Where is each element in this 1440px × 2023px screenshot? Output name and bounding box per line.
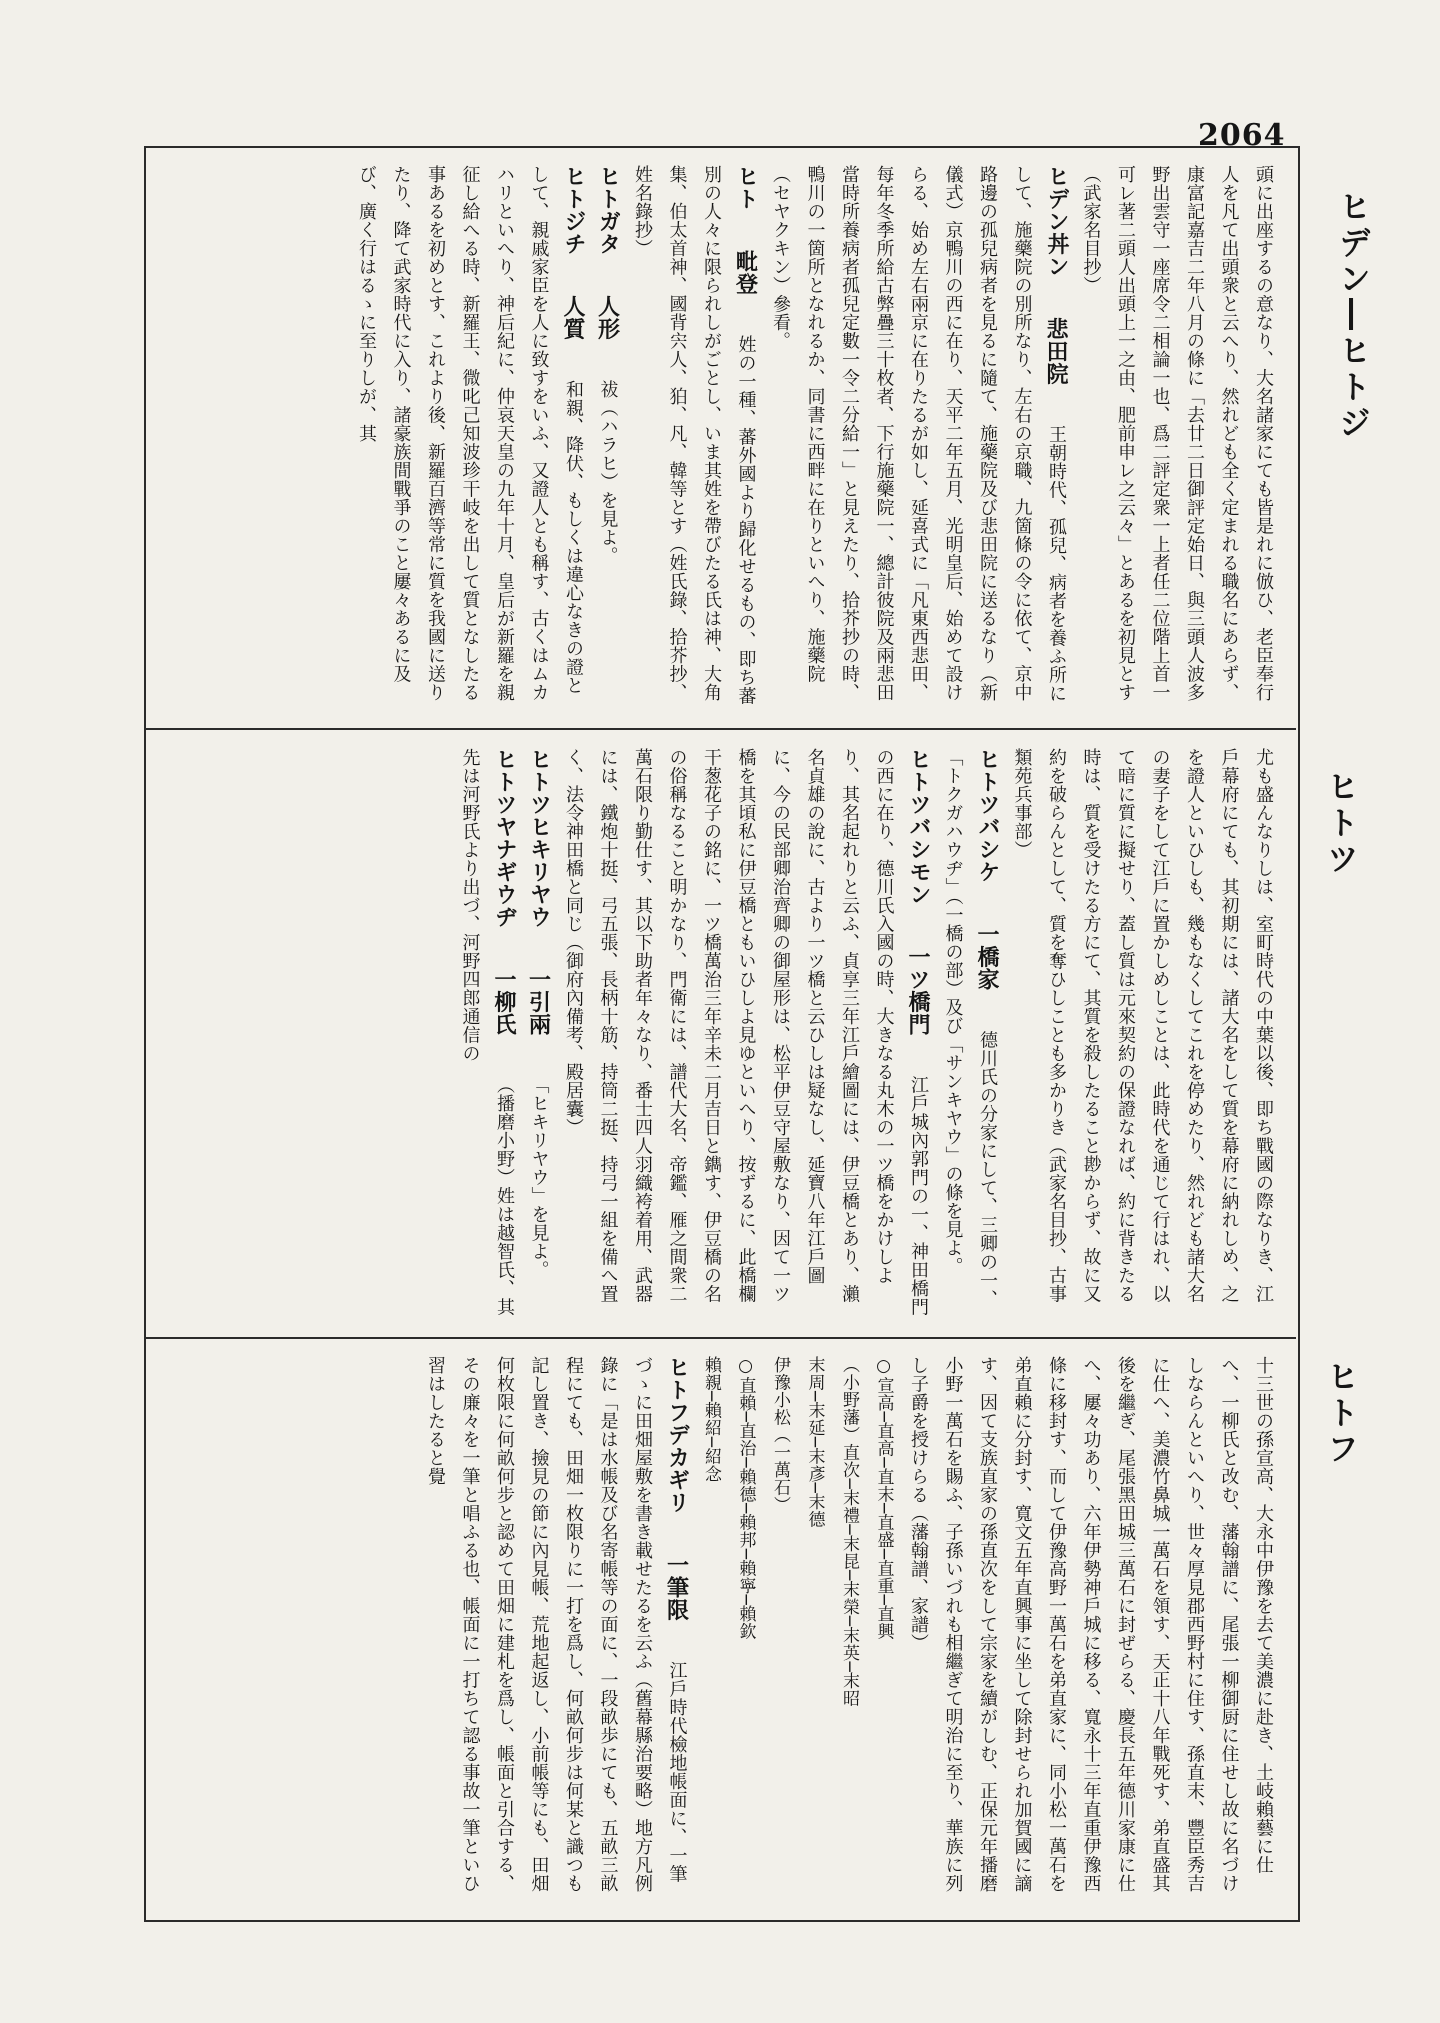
entry-text: （播磨小野）姓は越智氏、其先は河野氏より出づ、河野四郎通信の: [459, 748, 515, 1316]
entry-text: 「ヒキリヤウ」を見よ。: [528, 1075, 550, 1279]
entry-kanji: 人質: [560, 295, 586, 340]
entry-kanji: 人形: [594, 295, 621, 340]
running-head: ヒトフ: [1322, 1360, 1360, 1468]
dictionary-entry: [418, 1356, 694, 1901]
entry-text: 江戶城內郭門の一、神田橋門の西に在り、德川氏入國の時、大きなる丸木の一ツ橋をかけしより、其名起れりと云ふ、貞享三年江戶繪圖には、伊豆橋とあり、瀨名貞雄の說に、古より一ツ橋と云ひしは疑なし、延寶八年江戶圖に、今の民部卿治齊卿の御屋形は、松平伊豆守屋敷なり、因て一ツ橋を其頃私に伊豆橋ともいひしよ見ゆといへり、按ずるに、此橋欄干葱花子の銘に、一ツ橋萬治三年辛未二月吉日と鐫す、伊豆橋の名の俗稱なること明かなり、門衛には、譜代大名、帝鑑、雁之間衆二萬石限り勤仕す、其以下助者年々なり、番士四人羽織袴着用、武器には、鐵炮十挺、弓五張、長柄十筋、持筒二挺、持弓一組を備へ置く、法令神田橋と同じ（御府內備考、殿居囊）: [563, 748, 929, 1316]
entry-text: 十三世の孫宣高、大永中伊豫を去て美濃に赴き、土岐賴藝に仕へ、一柳氏と改む、藩翰譜に、尾張一柳御厨に住せし故に名づけしならんといへり、世々厚見郡西野村に住す、孫直末、豐臣秀吉に仕へ、美濃竹鼻城一萬石を領す、天正十八年戰死す、弟直盛其後を繼ぎ、尾張黑田城三萬石に封ぜらる、慶長五年德川家康に仕へ、屢々功あり、六年伊勢神戶城に移る、寬永十三年直重伊豫西條に移封す、而して伊豫高野一萬石を弟直家に、同小松一萬石を弟直賴に分封す、寬文五年直興事に坐して除封せられ加賀國に謫す、因て支族直家の孫直次をして宗家を續がしむ、正保元年播磨小野一萬石を賜ふ、子孫いづれも相繼ぎて明治に至り、華族に列し子爵を授けらる（藩翰譜、家譜）: [908, 1356, 1274, 1893]
dictionary-entry: [590, 165, 625, 710]
entry-kanji: 一ツ橋門: [905, 945, 931, 1036]
page-number: 2064: [1198, 118, 1286, 153]
genealogy-line: ○宣高─直高─直末─直盛─直重─直興: [873, 1356, 894, 1641]
genealogy-line: ○直賴─直治─賴德─賴邦─賴寧─賴欽: [735, 1356, 756, 1641]
entry-headword: ヒトツバシケ: [975, 748, 1000, 883]
dictionary-section: [160, 748, 1280, 1320]
dictionary-entry: [763, 165, 1074, 710]
entry-headword: ヒトツヒキリヤウ: [526, 748, 552, 928]
dictionary-entry: [625, 165, 763, 710]
dictionary-section: [160, 165, 1280, 710]
dictionary-entry: [935, 748, 1004, 1320]
dictionary-entry: [452, 748, 521, 1320]
dictionary-entry: [556, 748, 936, 1320]
genealogy-line: 末周─末延─末彥─末德: [804, 1356, 825, 1529]
entry-headword: ヒトガタ: [595, 165, 621, 255]
running-head: ヒトツ: [1322, 770, 1360, 878]
genealogy-line: （小野藩）直次─末禮─末昆─末榮─末英─末昭: [839, 1356, 859, 1708]
entry-text: 頭に出座するの意なり、大名諸家にても皆是れに倣ひ、老臣奉行人を凡て出頭衆と云へり、然れども全く定まれる職名にあらず、康富記嘉吉二年八月の條に「去廿二日御評定始日、與三頭人波多野出雲守一座席令二相論一也、爲二評定衆一上者任二位階上首一可レ著二頭人出頭上一之由、肥前申レ之云々」とあるを初見とす（武家名目抄）: [1080, 165, 1274, 702]
entry-kanji: 悲田院: [1043, 317, 1069, 385]
dictionary-entry: [349, 165, 591, 710]
entry-headword: ヒトツヤナギウヂ: [492, 748, 517, 928]
section-divider: [144, 728, 1296, 730]
dictionary-entry: [521, 748, 556, 1320]
dictionary-section: [160, 1356, 1280, 1901]
entry-text: 江戶時代檢地帳面に、一筆づゝに田畑屋敷を書き載せたるを云ふ（舊幕縣治要略）地方凡例錄に「是は水帳及び名寄帳等の面に、一段畝歩にても、五畝三畝程にても、田畑一枚限りに一打を爲し、何畝何步は何某と識つも記し置き、撿見の節に內見帳、荒地起返し、小前帳等にも、田畑何枚限に何畝何步と認めて田畑に建札を爲し、帳面と引合する、その廉々を一筆と唱ふる也、帳面に一打ちて認る事故一筆といひ習はしたると覺: [425, 1356, 688, 1893]
genealogy-line: 伊豫小松（一萬石）: [770, 1356, 790, 1514]
entry-text: 和親、降伏、もしくは違心なきの證として、親戚家臣を人に致すをいふ、又證人とも稱す、古くはムカハリといへり、神后紀に、仲哀天皇の九年十月、皇后が新羅を親征し給へる時、新羅王、微叱己知波珍干岐を出して質となしたる事あるを初めとす、これより後、新羅百濟等常に質を我國に送りたり、降て武家時代に入り、諸豪族間戰爭のこと屢々あるに及び、廣く行はるゝに至りしが、其: [356, 165, 584, 702]
genealogy-line: 賴親─賴紹─紹念: [701, 1356, 721, 1483]
entry-kanji: 毗登: [732, 250, 759, 295]
entry-text: 祓（ハラヒ）を見よ。: [597, 380, 619, 565]
entry-text: 尤も盛んなりしは、室町時代の中葉以後、即ち戰國の際なりき、江戶幕府にても、其初期には、諸大名をして質を幕府に納れしめ、之を證人といひしも、幾もなくしてこれを停めたり、然れども諸大名の妻子をして江戶に置かしめしことは、此時代を通じて行はれ、以て暗に質に擬せり、蓋し質は元來契約の保證なれば、約に背きたる時は、質を受けたる方にて、其質を殺したること尠からず、故に又約を破らんとして、質を奪ひしことも多かりき（武家名目抄、古事類苑兵事部）: [1011, 748, 1274, 1303]
section-divider: [144, 1337, 1296, 1339]
entry-headword: ヒトジチ: [561, 165, 586, 255]
entry-text: 姓の一種、蕃外國より歸化せるもの、即ち蕃別の人々に限られしがごとし、いま其姓を帶びたる氏は神、大角集、伯太首神、國背宍人、狛、凡、韓等とす（姓氏錄、拾芥抄、姓名錄抄）: [632, 165, 757, 705]
entry-headword: ヒデン丼ン: [1044, 165, 1069, 278]
entry-text: 德川氏の分家にして、三卿の一、「トクガハウヂ」（一橋の部）及び「サンキヤウ」の條を見よ。: [942, 748, 998, 1308]
entry-kanji: 一引兩: [525, 968, 552, 1036]
entry-kanji: 一筆限: [663, 1553, 690, 1621]
entry-kanji: 一柳氏: [491, 968, 517, 1036]
entry-headword: ヒトフデカギリ: [664, 1356, 690, 1514]
running-head: ヒデン―ヒトジ: [1334, 190, 1372, 442]
entry-headword: ヒト: [733, 165, 759, 210]
entry-text: 王朝時代、孤兒、病者を養ふ所にして、施藥院の別所なり、左右の京職、九箇條の令に依て、京中路邊の孤兒病者を見るに隨て、施藥院及び悲田院に送るなり（新儀式）京鴨川の西に在り、天平二年五月、光明皇后、始めて設けらる、始め左右兩京に在りたるが如し、延喜式に「凡東西悲田、每年冬季所給古弊疊三十枚者、下行施藥院一、總計彼院及兩悲田當時所養病者孤兒定數一令二分給一」と見えたり、拾芥抄の時、鴨川の一箇所となれるか、同書に西畔に在りといへり、施藥院（セヤクキン）參看。: [770, 165, 1067, 703]
entry-headword: ヒトツバシモン: [906, 748, 931, 906]
entry-kanji: 一橋家: [974, 923, 1000, 991]
